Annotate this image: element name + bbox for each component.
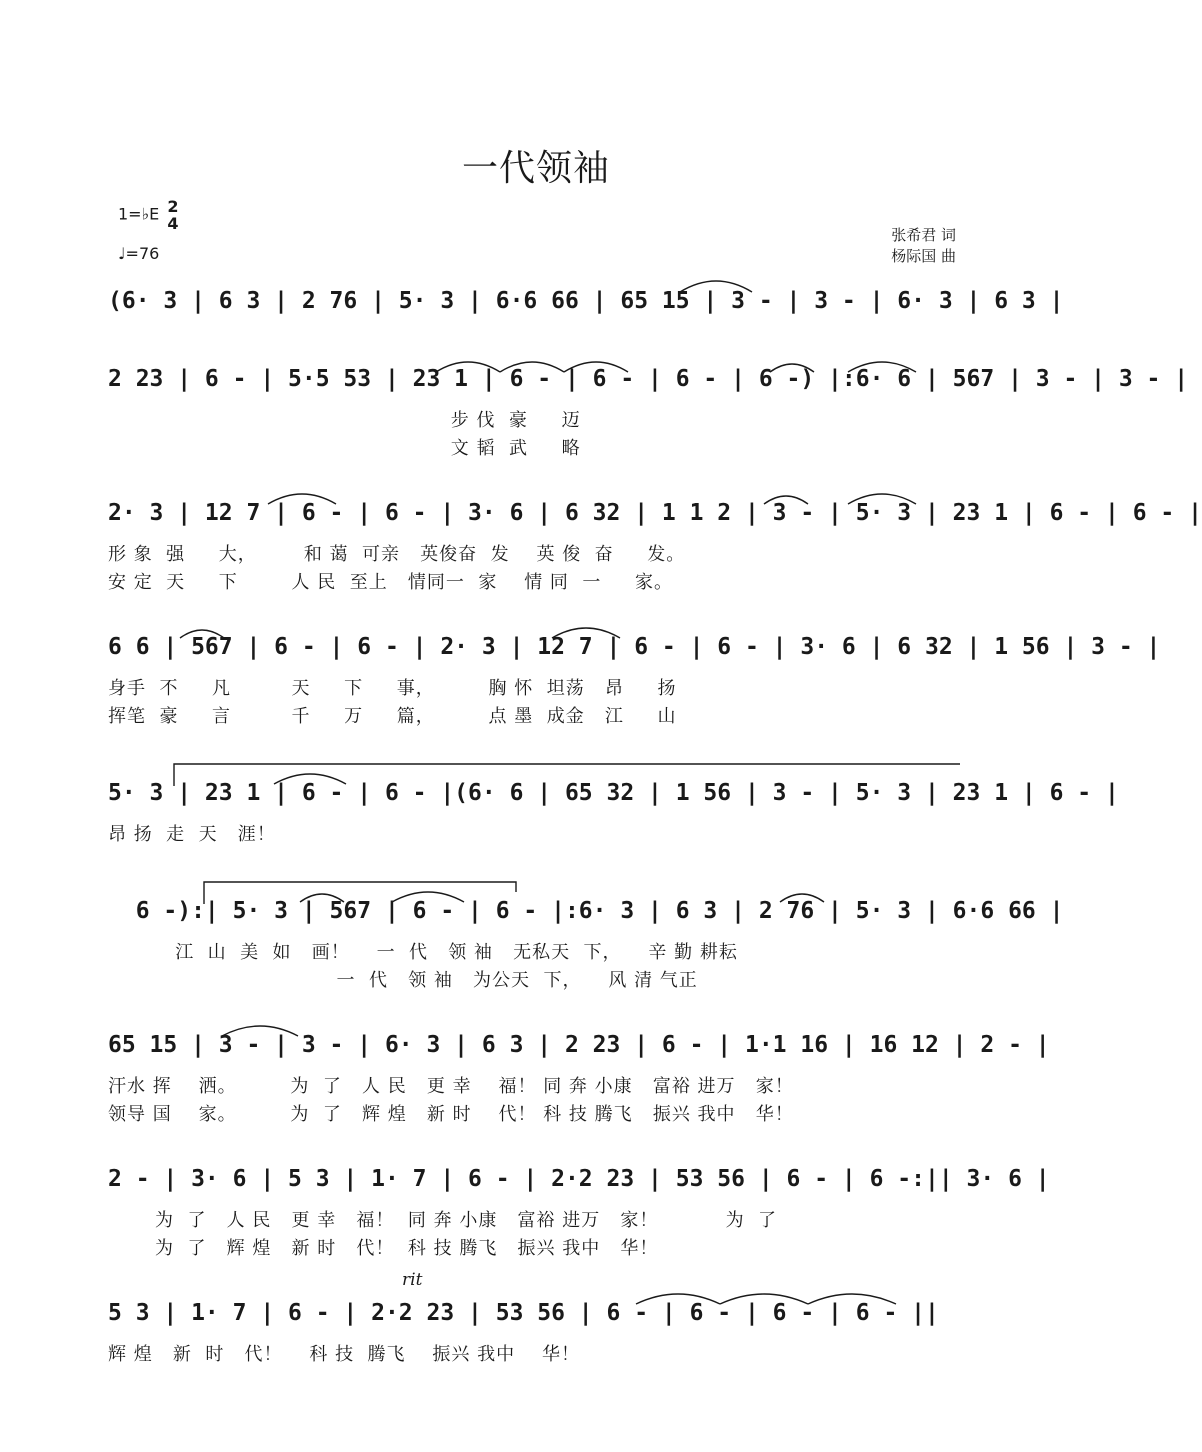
lyric-line-9a: 辉 煌 新 时 代！ 科 技 腾飞 振兴 我中 华！ bbox=[108, 1344, 581, 1365]
lyric-line-8b: 为 了 辉 煌 新 时 代！ 科 技 腾飞 振兴 我中 华！ bbox=[108, 1238, 659, 1259]
lyric-line-2b: 文 韬 武 略 bbox=[108, 438, 581, 459]
lyric-line-4a: 身手 不 凡 天 下 事， 胸 怀 坦荡 昂 扬 bbox=[108, 678, 677, 699]
lyric-line-7a: 汗水 挥 洒。 为 了 人 民 更 幸 福！ 同 奔 小康 富裕 进万 家！ bbox=[108, 1076, 794, 1097]
notes-line-1: (6· 3 | 6 3 | 2 76 | 5· 3 | 6·6 66 | 65 15 | 3 - | 3 - | 6· 3 | 6 3 | bbox=[108, 288, 1064, 314]
lyric-line-6a: 江 山 美 如 画！ 一 代 领 袖 无私天 下， 辛 勤 耕耘 bbox=[108, 942, 738, 963]
notes-line-2: 2 23 | 6 - | 5·5 53 | 23 1 | 6 - | 6 - | 6 - | 6 -) |:6· 6 | 567 | 3 - | 3 - | bbox=[108, 366, 1189, 392]
key-text: 1=♭E bbox=[118, 204, 160, 224]
lyricist-credit: 张希君 词 bbox=[891, 226, 956, 244]
notes-line-8: 2 - | 3· 6 | 5 3 | 1· 7 | 6 - | 2·2 23 | 53 56 | 6 - | 6 -:|| 3· 6 | bbox=[108, 1166, 1050, 1192]
key-signature bbox=[118, 198, 178, 232]
lyric-line-4b: 挥笔 豪 言 千 万 篇， 点 墨 成金 江 山 bbox=[108, 706, 677, 727]
lyric-line-3b: 安 定 天 下 人 民 至上 情同一 家 情 同 一 家。 bbox=[108, 572, 673, 593]
lyric-line-8a: 为 了 人 民 更 幸 福！ 同 奔 小康 富裕 进万 家！ 为 了 bbox=[108, 1210, 778, 1231]
notes-line-7: 65 15 | 3 - | 3 - | 6· 3 | 6 3 | 2 23 | 6 - | 1·1 16 | 16 12 | 2 - | bbox=[108, 1032, 1050, 1058]
time-top: 2 bbox=[167, 197, 179, 216]
notes-line-9: 5 3 | 1· 7 | 6 - | 2·2 23 | 53 56 | 6 - | 6 - | 6 - | 6 - || bbox=[108, 1300, 939, 1326]
time-bottom: 4 bbox=[167, 214, 179, 233]
lyric-line-7b: 领导 国 家。 为 了 辉 煌 新 时 代！ 科 技 腾飞 振兴 我中 华！ bbox=[108, 1104, 794, 1125]
lyric-line-2a: 步 伐 豪 迈 bbox=[108, 410, 581, 431]
notes-line-5: 5· 3 | 23 1 | 6 - | 6 - |(6· 6 | 65 32 | 1 56 | 3 - | 5· 3 | 23 1 | 6 - | bbox=[108, 780, 1119, 806]
time-signature bbox=[167, 198, 178, 232]
song-title: 一代领袖 bbox=[461, 148, 610, 189]
lyric-line-3a: 形 象 强 大， 和 蔼 可亲 英俊奋 发 英 俊 奋 发。 bbox=[108, 544, 686, 565]
rit-marking: rit bbox=[402, 1270, 423, 1290]
tempo-marking: ♩=76 bbox=[118, 244, 160, 263]
lyric-line-5a: 昂 扬 走 天 涯！ bbox=[108, 824, 276, 845]
notes-line-6: 6 -):| 5· 3 | 567 | 6 - | 6 - |:6· 3 | 6 3 | 2 76 | 5· 3 | 6·6 66 | bbox=[108, 898, 1064, 924]
composer-credit: 杨际国 曲 bbox=[891, 247, 956, 265]
lyric-line-6b: 一 代 领 袖 为公天 下， 风 清 气正 bbox=[108, 970, 698, 991]
notes-line-3: 2· 3 | 12 7 | 6 - | 6 - | 3· 6 | 6 32 | 1 1 2 | 3 - | 5· 3 | 23 1 | 6 - | 6 - | bbox=[108, 500, 1202, 526]
notes-line-4: 6 6 | 567 | 6 - | 6 - | 2· 3 | 12 7 | 6 - | 6 - | 3· 6 | 6 32 | 1 56 | 3 - | bbox=[108, 634, 1161, 660]
